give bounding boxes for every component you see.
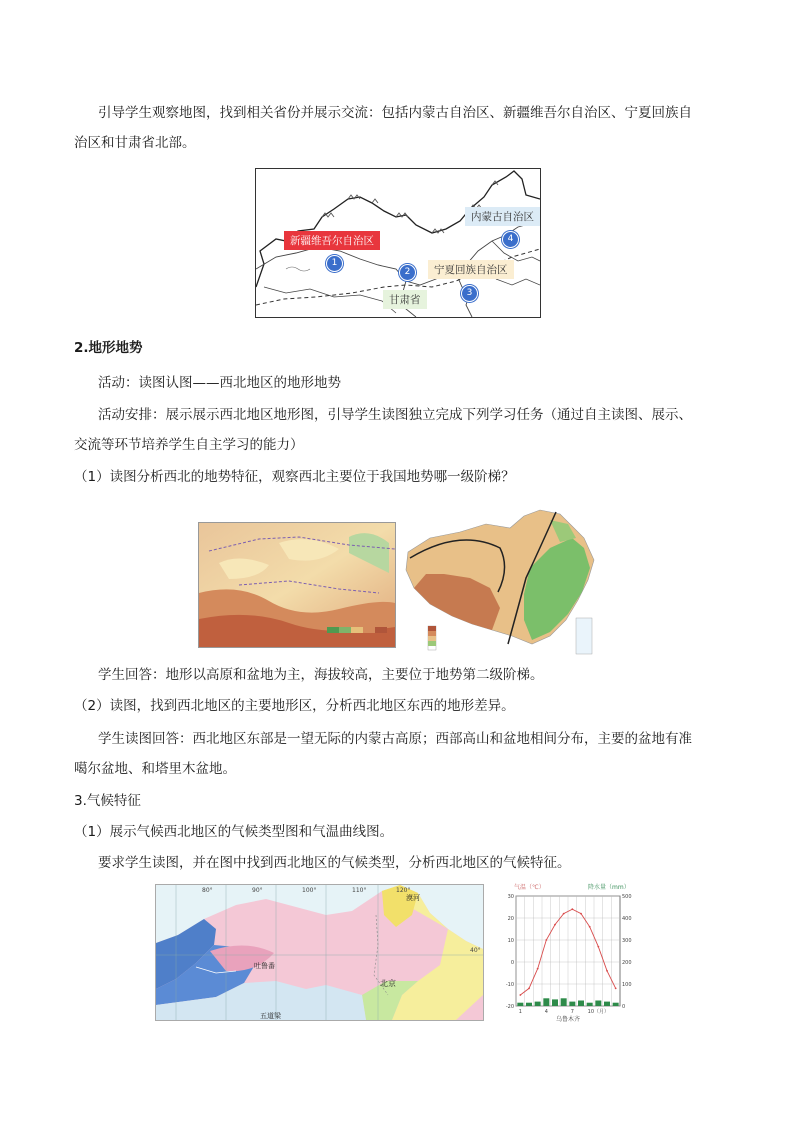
city-wudaoliang: 五道梁: [260, 1012, 281, 1020]
temperature-point: [606, 970, 608, 972]
answer-1: 学生回答：地形以高原和盆地为主，海拔较高，主要位于地势第二级阶梯。: [98, 667, 544, 683]
precip-bar: [543, 998, 549, 1006]
right-tick-label: 500: [622, 894, 632, 900]
section-3-heading: 3.气候特征: [74, 793, 141, 809]
x-tick-label: 7: [570, 1009, 574, 1015]
question-3-instruction: 要求学生读图，并在图中找到西北地区的气候类型，分析西北地区的气候特征。: [98, 855, 571, 871]
precip-bar: [552, 999, 558, 1006]
lon-110: 110°: [352, 887, 367, 894]
temperature-point: [519, 994, 521, 996]
temperature-point: [580, 913, 582, 915]
climate-chart: [500, 880, 640, 1022]
arrange-line-1: 活动安排：展示展示西北地区地形图，引导学生读图独立完成下列学习任务（通过自主读图、展示、: [98, 407, 692, 423]
precip-bar: [604, 1002, 610, 1006]
gansu-label: 甘肃省: [383, 290, 427, 309]
city-tulufan: 吐鲁番: [254, 962, 275, 970]
temperature-point: [537, 968, 539, 970]
lon-120: 120°: [396, 887, 411, 894]
precip-bar: [613, 1003, 619, 1006]
right-tick-label: 300: [622, 938, 632, 944]
pin-1: 1: [326, 255, 343, 272]
ningxia-label: 宁夏回族自治区: [428, 260, 514, 279]
precip-bar: [595, 1001, 601, 1007]
temperature-point: [563, 913, 565, 915]
right-tick-label: 400: [622, 916, 632, 922]
temperature-point: [554, 924, 556, 926]
city-mohe: 漠河: [406, 894, 420, 902]
china-terrain-map: [400, 508, 600, 658]
temperature-point: [597, 946, 599, 948]
pin-3: 3: [461, 285, 478, 302]
temperature-point: [571, 908, 573, 910]
left-tick-label: 10: [507, 938, 514, 944]
pin-2: 2: [399, 264, 416, 281]
question-2: （2）读图，找到西北地区的主要地形区，分析西北地区东西的地形差异。: [74, 698, 515, 714]
precip-bar: [526, 1003, 532, 1006]
neimenggu-label: 内蒙古自治区: [465, 207, 540, 226]
left-tick-label: 30: [507, 894, 514, 900]
question-3: （1）展示气候西北地区的气候类型图和气温曲线图。: [74, 824, 394, 840]
ylabel-right: 降水量（mm）: [588, 884, 630, 891]
lon-90: 90°: [252, 887, 263, 894]
xinjiang-label: 新疆维吾尔自治区: [284, 231, 380, 250]
lat-40: 40°: [470, 947, 481, 954]
temperature-point: [615, 988, 617, 990]
left-tick-label: -20: [505, 1004, 514, 1010]
temperature-point: [589, 926, 591, 928]
precip-bar: [517, 1003, 523, 1006]
lon-100: 100°: [302, 887, 317, 894]
x-tick-label: 1: [518, 1009, 522, 1015]
answer-2-line-2: 噶尔盆地、和塔里木盆地。: [74, 761, 236, 777]
left-tick-label: 0: [510, 960, 514, 966]
left-tick-label: 20: [507, 916, 514, 922]
precip-bar: [561, 998, 567, 1006]
precip-bar: [587, 1003, 593, 1006]
ylabel-left: 气温（℃）: [514, 884, 545, 891]
right-tick-label: 100: [622, 982, 632, 988]
lon-80: 80°: [202, 887, 213, 894]
temperature-point: [528, 988, 530, 990]
intro-line-2: 治区和甘肃省北部。: [74, 135, 196, 151]
precip-bar: [578, 1001, 584, 1007]
activity-line: 活动：读图认图——西北地区的地形地势: [98, 375, 341, 391]
climate-type-map: [155, 884, 484, 1021]
right-tick-label: 0: [622, 1004, 626, 1010]
city-beijing: 北京: [380, 979, 396, 988]
northwest-provinces-map: [255, 168, 541, 318]
precip-bar: [569, 1002, 575, 1006]
question-1: （1）读图分析西北的地势特征，观察西北主要位于我国地势哪一级阶梯？: [74, 469, 515, 485]
right-tick-label: 200: [622, 960, 632, 966]
x-tick-label: 10（月）: [587, 1009, 610, 1015]
precip-bar: [535, 1002, 541, 1006]
pin-4: 4: [502, 231, 519, 248]
answer-2-line-1: 学生读图回答：西北地区东部是一望无际的内蒙古高原；西部高山和盆地相间分布，主要的盆地有准: [98, 731, 692, 747]
intro-line-1: 引导学生观察地图，找到相关省份并展示交流：包括内蒙古自治区、新疆维吾尔自治区、宁夏回族自: [98, 105, 692, 121]
left-tick-label: -10: [505, 982, 514, 988]
section-2-heading: 2.地形地势: [74, 340, 143, 356]
x-tick-label: 4: [544, 1009, 548, 1015]
arrange-line-2: 交流等环节培养学生自主学习的能力）: [74, 437, 304, 453]
temperature-point: [545, 939, 547, 941]
northwest-terrain-map: [198, 522, 396, 648]
chart-city: 乌鲁木齐: [556, 1016, 581, 1023]
